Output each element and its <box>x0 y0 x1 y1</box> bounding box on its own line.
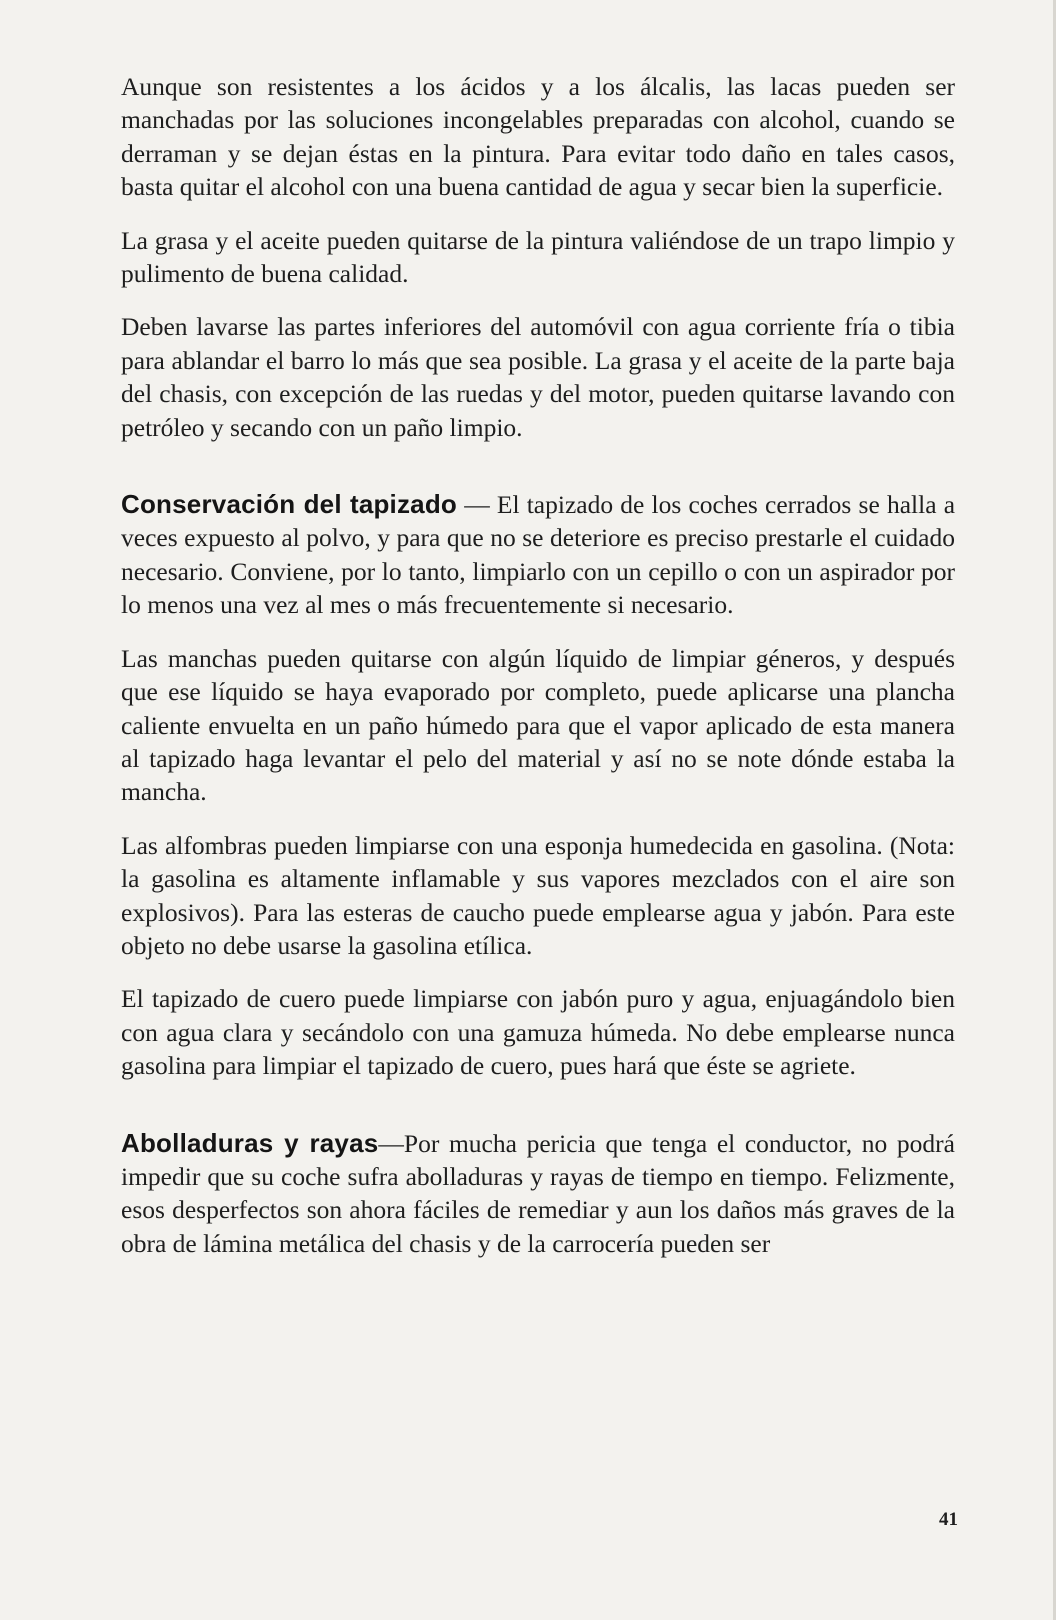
heading-dash: — <box>378 1128 404 1158</box>
paragraph-alfombras: Las alfombras pueden limpiarse con una esponja humedecida en gasolina. (Nota: la gasolina es altamente inflamable y sus vapores mezclados con el aire son explosivos). Para las esteras de caucho puede emplearse agua y jabón. Para este objeto no debe usarse la gasolina etílica. <box>121 830 955 960</box>
section-heading-tapizado: Conservación del tapizado <box>121 489 458 520</box>
paragraph-laca-alcohol: Aunque son resistentes a los ácidos y a los álcalis, las lacas pueden ser manchadas por las soluciones incongelables preparadas con alcohol, cuando se derraman y se dejan éstas en la pintura. Para evitar todo daño en tales casos, basta quitar el alcohol con una buena cantidad de agua y secar bien la superficie. <box>121 72 955 202</box>
section-heading-abolladuras: Abolladuras y rayas <box>121 1127 379 1158</box>
paragraph-abolladuras-text: Por mucha pericia que tenga el conductor, no podrá impedir que su coche sufra abolladuras y rayas de tiempo en tiempo. Felizmente, esos desperfectos son ahora fáciles de remediar y aun los daños más graves de la obra de lámina metálica del chasis y de la carrocería pueden ser <box>121 1128 955 1258</box>
paragraph-manchas: Las manchas pueden quitarse con algún líquido de limpiar géneros, y después que ese líquido se haya evaporado por completo, puede aplicarse una plancha caliente envuelta en un paño húmedo para que el vapor aplicado de esta manera al tapizado haga levantar el pelo del material y así no se note dónde estaba la mancha. <box>121 643 955 807</box>
paragraph-partes-inferiores: Deben lavarse las partes inferiores del automóvil con agua corriente fría o tibia para ablandar el barro lo más que sea posible. La grasa y el aceite de la parte baja del chasis, con excepción de las ruedas y del motor, pueden quitarse lavando con petróleo y secando con un paño limpio. <box>121 312 955 442</box>
section-abolladuras-rayas <box>121 1127 955 1261</box>
page-number: 41 <box>939 1509 958 1530</box>
paragraph-grasa-aceite: La grasa y el aceite pueden quitarse de la pintura valiéndose de un trapo limpio y pulimento de buena calidad. <box>121 225 955 289</box>
section-conservacion-tapizado <box>121 488 955 622</box>
heading-dash: — <box>457 490 497 520</box>
paragraph-tapizado-text: El tapizado de los coches cerrados se halla a veces expuesto al polvo, y para que no se deteriore es preciso prestarle el cuidado necesario. Conviene, por lo tanto, limpiarlo con un cepillo o con un aspirador por lo menos una vez al mes o más frecuentemente si necesario. <box>121 490 956 620</box>
page-body <box>121 70 955 1260</box>
paragraph-cuero: El tapizado de cuero puede limpiarse con jabón puro y agua, enjuagándolo bien con agua clara y secándolo con una gamuza húmeda. No debe emplearse nunca gasolina para limpiar el tapizado de cuero, pues hará que éste se agriete. <box>121 984 955 1081</box>
